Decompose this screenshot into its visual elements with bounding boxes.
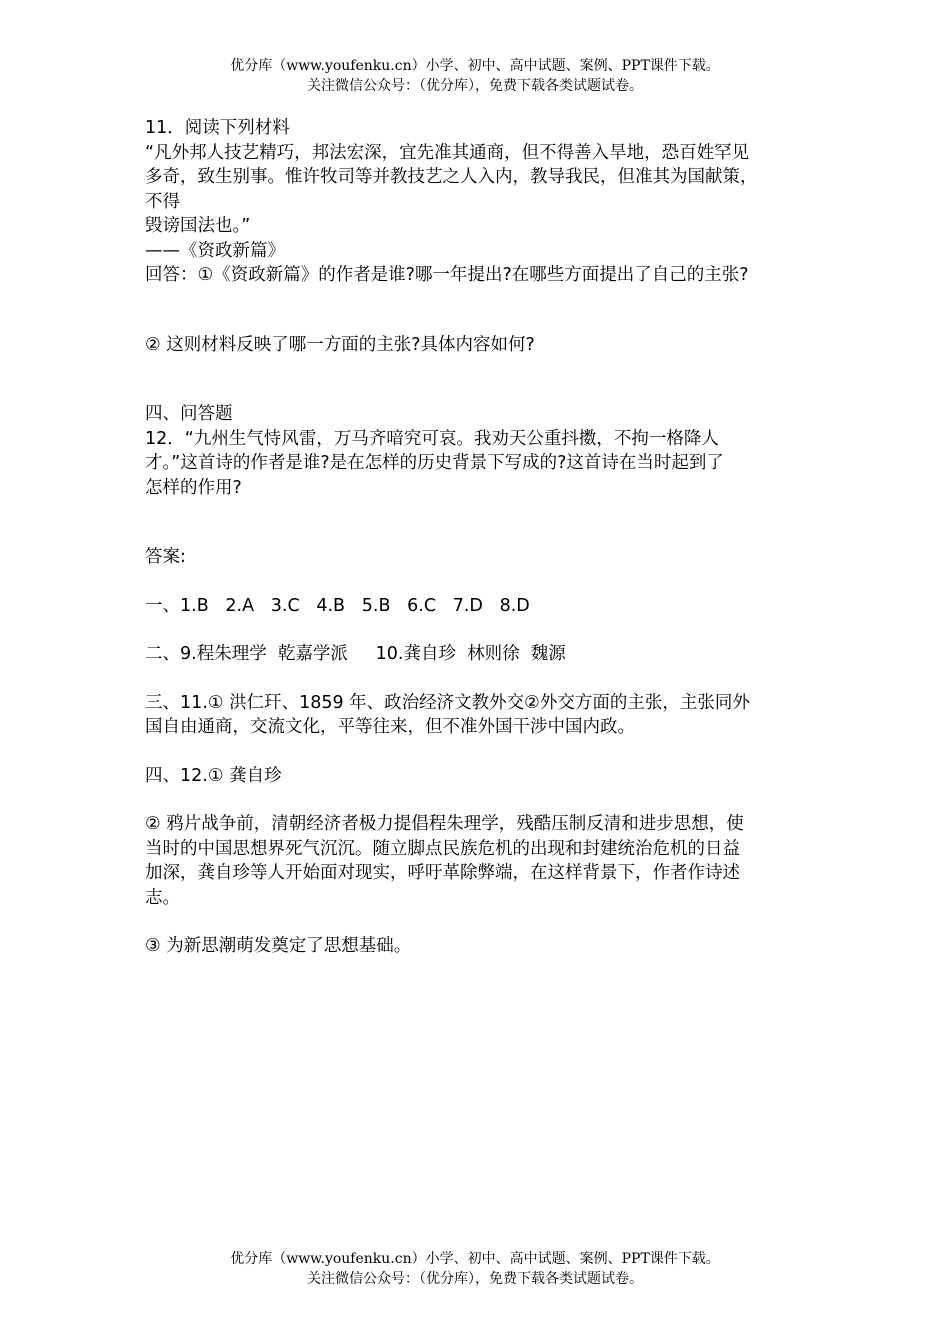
page-footer (0, 1249, 950, 1289)
answer-part-1: 一、1.B 2.A 3.C 4.B 5.B 6.C 7.D 8.D (145, 595, 530, 616)
header-line-2: 关注微信公众号：（优分库），免费下载各类试题试卷。 (307, 78, 643, 94)
answer-part-4-3: ③ 为新思潮萌发奠定了思想基础。 (145, 936, 412, 956)
answer-part-3-line: 三、11.① 洪仁玕、1859 年、政治经济文教外交②外交方面的主张，主张同外 (145, 692, 750, 713)
q12-line: 怎样的作用? (145, 477, 242, 498)
page-header (0, 56, 950, 96)
answer-part-4-2-line: 加深，龚自珍等人开始面对现实，呼吁革除弊端，在这样背景下，作者作诗述 (145, 863, 740, 883)
answer-part-4-2-line: 志。 (145, 887, 180, 908)
q11-quote-line: 毁谤国法也。” (145, 216, 251, 236)
answer-part-4: 四、12.① 龚自珍 (145, 765, 282, 786)
q11-title: 11．阅读下列材料 (145, 118, 290, 138)
document-body (145, 116, 810, 959)
q12-line: 12．“九州生气恃风雷，万马齐喑究可哀。我劝天公重抖擞，不拘一格降人 (145, 428, 719, 449)
footer-line-1: 优分库（www.youfenku.cn）小学、初中、高中试题、案例、PPT课件下载。 (230, 1251, 720, 1267)
q11-source: ——《资政新篇》 (145, 240, 285, 261)
q11-quote-line: 不得 (145, 191, 180, 212)
q11-ask-2: ② 这则材料反映了哪一方面的主张?具体内容如何? (145, 334, 535, 355)
answer-part-4-2-line: ② 鸦片战争前，清朝经济者极力提倡程朱理学，残酷压制反清和进步思想，使 (145, 814, 744, 834)
answer-part-4-2-line: 当时的中国思想界死气沉沉。随立脚点民族危机的出现和封建统治危机的日益 (145, 838, 740, 859)
section-4-title: 四、问答题 (145, 404, 233, 424)
answer-part-3-line: 国自由通商，交流文化，平等往来，但不准外国干涉中国内政。 (145, 717, 635, 737)
header-line-1: 优分库（www.youfenku.cn）小学、初中、高中试题、案例、PPT课件下载。 (230, 58, 720, 74)
footer-line-2: 关注微信公众号：（优分库），免费下载各类试题试卷。 (307, 1271, 643, 1287)
q11-quote-line: “凡外邦人技艺精巧，邦法宏深，宜先准其通商，但不得善入旱地，恐百姓罕见 (145, 142, 750, 163)
q12-line: 才。”这首诗的作者是谁?是在怎样的历史背景下写成的?这首诗在当时起到了 (145, 453, 724, 473)
answers-heading: 答案: (145, 547, 186, 567)
q11-quote-line: 多奇，致生别事。惟许牧司等并教技艺之人入内，教导我民，但准其为国献策， (145, 167, 758, 187)
answer-part-2: 二、9.程朱理学 乾嘉学派 10.龚自珍 林则徐 魏源 (145, 644, 566, 664)
q11-ask-1: 回答：①《资政新篇》的作者是谁?哪一年提出?在哪些方面提出了自己的主张? (145, 265, 749, 285)
